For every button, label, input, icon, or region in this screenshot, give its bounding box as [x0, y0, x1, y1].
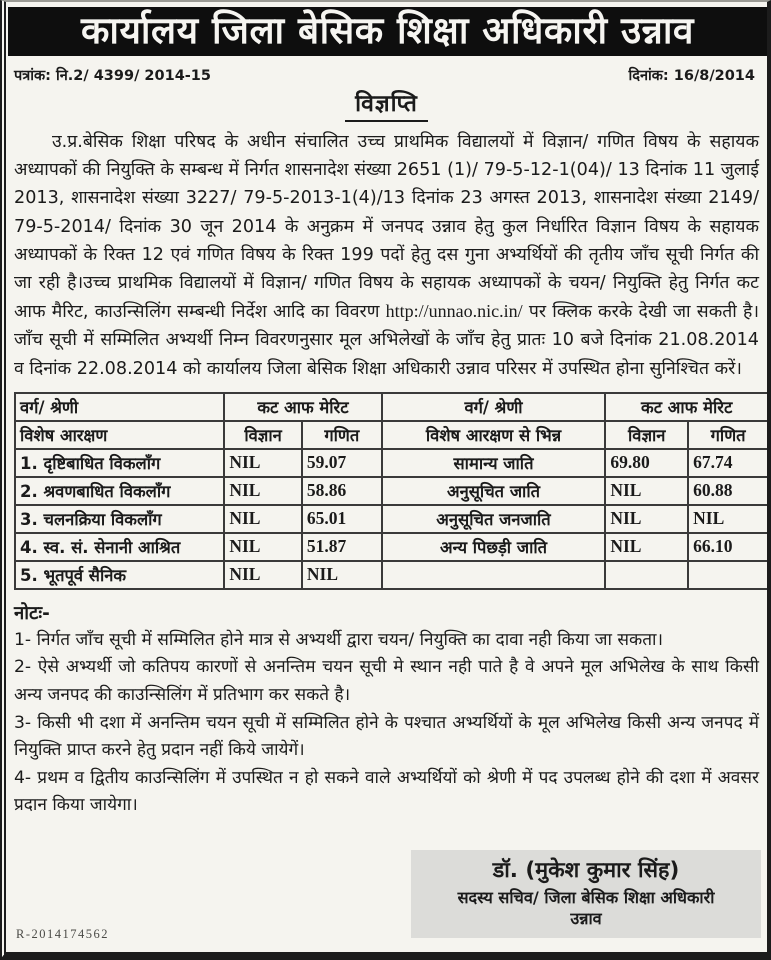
table-row	[15, 477, 768, 505]
subheader-special-reservation: विशेष आरक्षण	[15, 421, 224, 449]
signatory-name: डॉ. (मुकेश कुमार सिंह)	[492, 858, 680, 883]
row2-science-right: NIL	[605, 477, 688, 505]
signatory-designation: सदस्य सचिव/ जिला बेसिक शिक्षा अधिकारी	[457, 888, 715, 907]
row2-math-right: 60.88	[688, 477, 768, 505]
table-row	[15, 449, 768, 477]
row4-science-left: NIL	[224, 533, 302, 561]
table-row	[15, 505, 768, 533]
row3-math-left: 65.01	[302, 505, 382, 533]
reference-number: पत्रांक: नि.2/ 4399/ 2014-15	[14, 68, 211, 84]
row3-science-right: NIL	[605, 505, 688, 533]
row3-category-right: अनुसूचित जनजाति	[382, 505, 606, 533]
notice-body-paragraph	[14, 128, 759, 383]
header-cutoff-merit-left: कट आफ मेरिट	[224, 393, 381, 421]
body-text-after-url: पर क्लिक करके देखी जा सकती है।जाँच सूची में सम्मिलित अभ्यर्थी निम्न विवरणनुसार मूल अभिलेखों के जाँच हेतु प्रातः 10 बजे दिनांक 21.08.2014 व दिनांक 22.08.2014 को कार्यालय जिला बेसिक शिक्षा अधिकारी उन्नाव परिसर में उपस्थित होना सुनिश्चित करें।	[14, 302, 760, 379]
note-item-3: 3- किसी भी दशा में अनन्तिम चयन सूची में सम्मिलित होने के पश्चात अभ्यर्थियों के मूल अभिलेख किसी अन्य जनपद में नियुक्ति प्राप्त करने हेतु प्रदान नहीं किये जायेगें।	[14, 712, 759, 761]
body-text-before-url: उ.प्र.बेसिक शिक्षा परिषद के अधीन संचालित उच्च प्राथमिक विद्यालयों में विज्ञान/ गणित विषय के सहायक अध्यापकों की नियुक्ति के सम्बन्ध में निर्गत शासनादेश संख्या 2651 (1)/ 79-5-12-1(04)/ 13 दिनांक 11 जुलाई 2013, शासनादेश संख्या 3227/ 79-5-2013-1(4)/13 दिनांक 23 अगस्त 2013, शासनादेश संख्या 2149/ 79-5-2014/ दिनांक 30 जून 2014 के अनुक्रम में जनपद उन्नाव हेतु कुल निर्धारित विज्ञान विषय के सहायक अध्यापकों के रिक्त 12 एवं गणित विषय के रिक्त 199 पदों हेतु दस गुना अभ्यर्थियों की तृतीय जाँच सूची निर्गत की जा रही है।उच्च प्राथमिक विद्यालयों में विज्ञान/ गणित विषय के सहायक अध्यापकों के चयन/ नियुक्ति हेतु निर्गत कट आफ मैरिट, काउन्सिलिंग सम्बन्धी निर्देश आदि का विवरण	[14, 132, 759, 323]
row5-science-left: NIL	[224, 561, 302, 589]
row2-category-left: 2. श्रवणबाधित विकलाँग	[15, 477, 224, 505]
signature-block	[411, 850, 761, 938]
subheader-science-left: विज्ञान	[224, 421, 302, 449]
subheader-math-right: गणित	[688, 421, 768, 449]
letterhead-title: कार्यालय जिला बेसिक शिक्षा अधिकारी उन्नाव	[8, 7, 767, 56]
row1-science-left: NIL	[224, 449, 302, 477]
meta-row	[6, 56, 767, 85]
notice-heading	[6, 86, 767, 122]
row2-category-right: अनुसूचित जाति	[382, 477, 606, 505]
table-row	[15, 533, 768, 561]
scan-reference-code: R-2014174562	[16, 927, 109, 941]
note-item-1: 1- निर्गत जाँच सूची में सम्मिलित होने मात्र से अभ्यर्थी द्वारा चयन/ नियुक्ति का दावा नही किया जा सकता।	[14, 629, 664, 650]
signatory-place: उन्नाव	[570, 909, 602, 928]
row4-science-right: NIL	[605, 533, 688, 561]
row1-category-left: 1. दृष्टिबाधित विकलाँग	[15, 449, 224, 477]
issue-date: दिनांक: 16/8/2014	[628, 68, 755, 84]
subheader-other-than-special: विशेष आरक्षण से भिन्न	[382, 421, 606, 449]
notes-heading: नोटः-	[14, 602, 50, 624]
row4-math-right: 66.10	[688, 533, 768, 561]
subheader-science-right: विज्ञान	[605, 421, 688, 449]
row4-category-left: 4. स्व. सं. सेनानी आश्रित	[15, 533, 224, 561]
row1-category-right: सामान्य जाति	[382, 449, 606, 477]
row5-science-right	[605, 561, 688, 589]
row3-math-right: NIL	[688, 505, 768, 533]
notice-heading-text: विज्ञप्ति	[345, 86, 428, 122]
subheader-math-left: गणित	[302, 421, 382, 449]
header-category-left: वर्ग/ श्रेणी	[15, 393, 224, 421]
header-cutoff-merit-right: कट आफ मेरिट	[605, 393, 768, 421]
table-row	[15, 561, 768, 589]
footer-area	[6, 834, 767, 952]
row5-category-right	[382, 561, 606, 589]
website-url: http://unnao.nic.in/	[385, 301, 523, 322]
row4-math-left: 51.87	[302, 533, 382, 561]
header-category-right: वर्ग/ श्रेणी	[382, 393, 606, 421]
row5-math-right	[688, 561, 768, 589]
note-item-2: 2- ऐसे अभ्यर्थी जो कतिपय कारणों से अनन्तिम चयन सूची मे स्थान नही पाते है वे अपने मूल अभिलेख के साथ किसी अन्य जनपद की काउन्सिलिंग में प्रतिभाग कर सकते है।	[14, 657, 759, 706]
row3-science-left: NIL	[224, 505, 302, 533]
row2-math-left: 58.86	[302, 477, 382, 505]
cutoff-merit-table	[14, 392, 769, 590]
row5-category-left: 5. भूतपूर्व सैनिक	[15, 561, 224, 589]
row5-math-left: NIL	[302, 561, 382, 589]
row2-science-left: NIL	[224, 477, 302, 505]
row1-science-right: 69.80	[605, 449, 688, 477]
table-header-row-1	[15, 393, 768, 421]
notes-section	[14, 600, 759, 820]
row1-math-left: 59.07	[302, 449, 382, 477]
row3-category-left: 3. चलनक्रिया विकलाँग	[15, 505, 224, 533]
row1-math-right: 67.74	[688, 449, 768, 477]
note-item-4: 4- प्रथम व द्वितीय काउन्सिलिंग में उपस्थित न हो सकने वाले अभ्यर्थियों को श्रेणी में पद उपलब्ध होने की दशा में अवसर प्रदान किया जायेगा।	[14, 767, 759, 816]
row4-category-right: अन्य पिछड़ी जाति	[382, 533, 606, 561]
table-header-row-2	[15, 421, 768, 449]
